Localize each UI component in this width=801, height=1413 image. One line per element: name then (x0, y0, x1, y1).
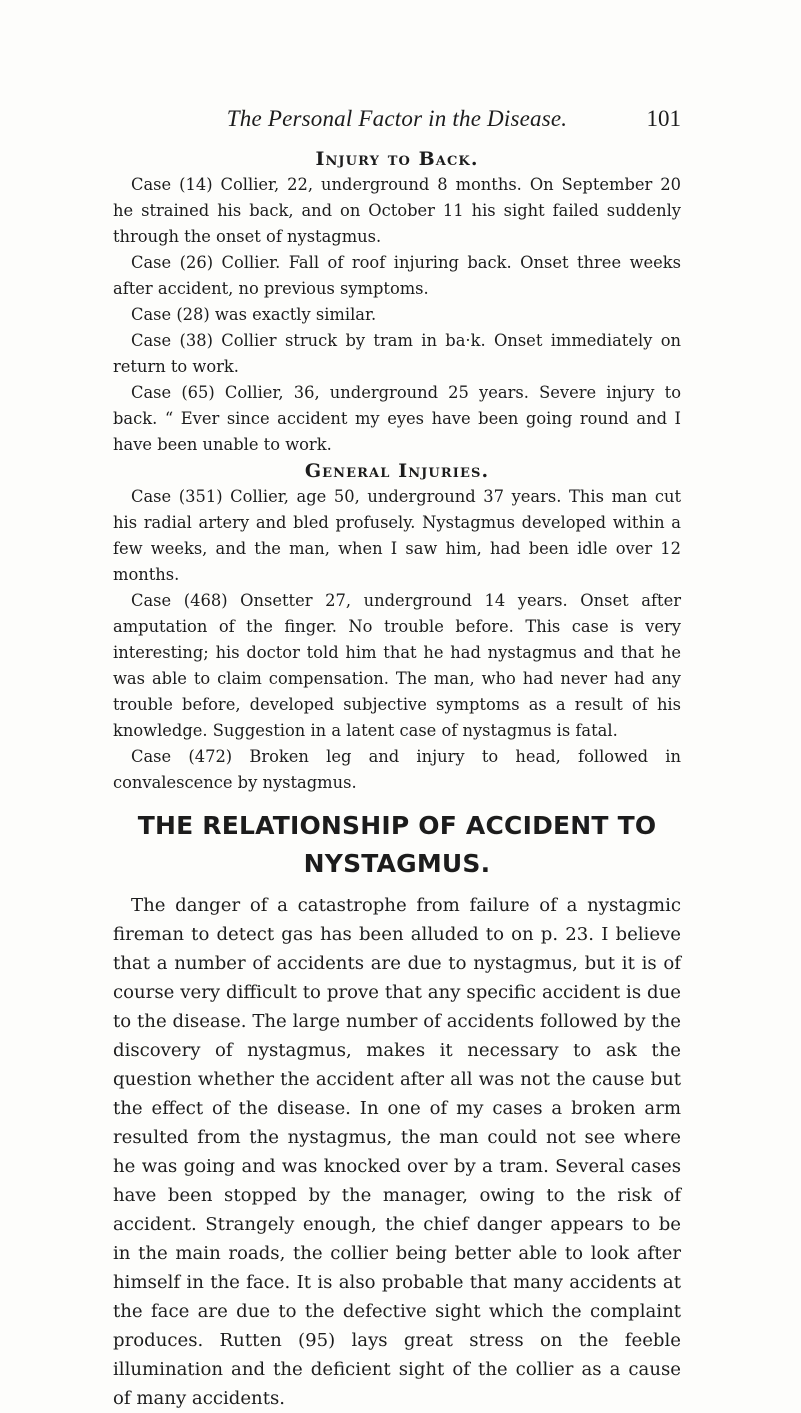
case-entry: Case (14) Collier, 22, underground 8 months. On September 20 he strained his back, and on October 11 his sight failed suddenly through the onset of nystagmus. (113, 175, 681, 246)
case-entry: Case (65) Collier, 36, underground 25 years. Severe injury to back. “ Ever since accident my eyes have been going round and I have been unable to work. (113, 383, 681, 454)
section-title: THE RELATIONSHIP OF ACCIDENT TO NYSTAGMUS. (137, 811, 657, 878)
running-title: The Personal Factor in the Disease. (226, 106, 568, 131)
case-entry: Case (468) Onsetter 27, underground 14 years. Onset after amputation of the finger. No trouble before. This case is very interesting; his doctor told him that he had nystagmus and that he was able to claim compensation. The man, who had never had any trouble before, developed subjective symptoms as a result of his knowledge. Suggestion in a latent case of nystagmus is fatal. (113, 591, 681, 740)
heading-injury-to-back: Injury to Back. (315, 148, 479, 170)
body-paragraph: The danger of a catastrophe from failure of a nystagmic fireman to detect gas has been alluded to on p. 23. I believe that a number of accidents are due to nystagmus, but it is of course very difficult to prove that any specific accident is due to the disease. The large number of accidents followed by the discovery of nystagmus, makes it necessary to ask the question whether the accident after all was not the cause but the effect of the disease. In one of my cases a broken arm resulted from the nystagmus, the man could not see where he was going and was knocked over by a tram. Several cases have been stopped by the manager, owing to the risk of accident. Strangely enough, the chief danger appears to be in the main roads, the collier being better able to look after himself in the face. It is also probable that many accidents at the face are due to the defective sight which the complaint produces. Rutten (95) lays great stress on the feeble illumination and the deficient sight of the collier as a cause of many accidents. (113, 895, 681, 1409)
case-entry: Case (26) Collier. Fall of roof injuring back. Onset three weeks after accident, no previous symptoms. (113, 253, 681, 298)
page-body (113, 146, 681, 1413)
case-entry: Case (472) Broken leg and injury to head, followed in convalescence by nystagmus. (113, 747, 681, 792)
heading-general-injuries: General Injuries. (304, 460, 490, 482)
case-entry: Case (28) was exactly similar. (131, 305, 377, 324)
page-number: 101 (646, 106, 681, 131)
running-head (113, 102, 681, 136)
case-entry: Case (351) Collier, age 50, underground 37 years. This man cut his radial artery and bled profusely. Nystagmus developed within a few weeks, and the man, when I saw him, had been idle over 12 months. (113, 487, 681, 584)
case-entry: Case (38) Collier struck by tram in ba·k. Onset immediately on return to work. (113, 331, 681, 376)
